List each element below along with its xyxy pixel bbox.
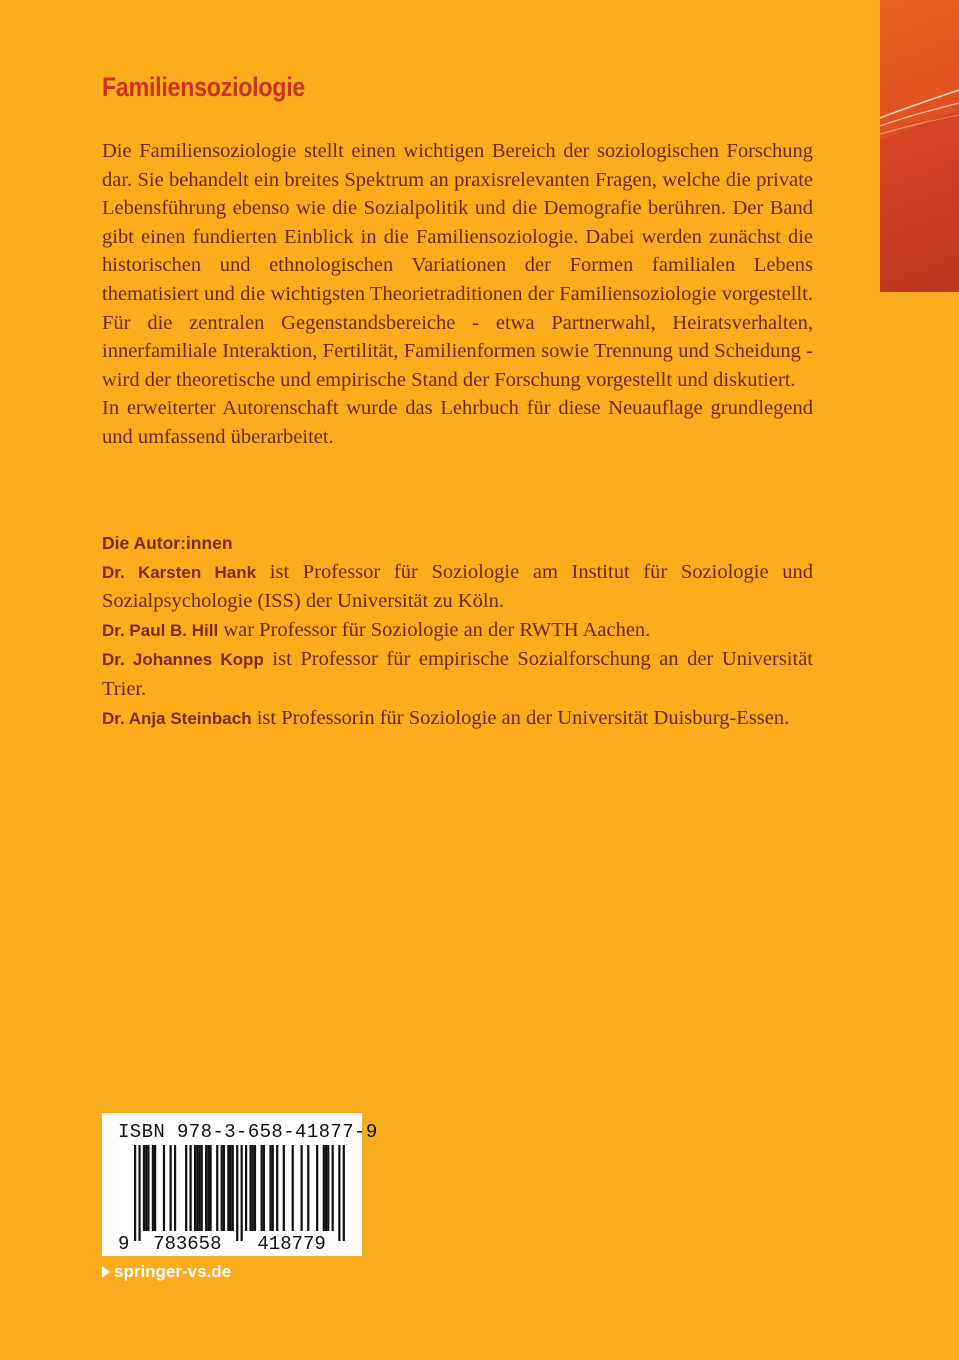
author-entry bbox=[102, 616, 813, 646]
barcode-bar bbox=[223, 1145, 225, 1231]
barcode-bar bbox=[292, 1145, 294, 1231]
barcode-bar bbox=[307, 1145, 309, 1231]
barcode-bar bbox=[327, 1145, 329, 1231]
barcode-bar bbox=[323, 1145, 325, 1231]
barcode-bar bbox=[236, 1145, 238, 1241]
barcode-bar bbox=[261, 1145, 263, 1231]
barcode-bar bbox=[263, 1145, 265, 1231]
barcode-bar bbox=[272, 1145, 274, 1231]
barcode-bar bbox=[221, 1145, 223, 1231]
barcode-bar bbox=[249, 1145, 251, 1231]
blurb-text bbox=[102, 137, 813, 452]
barcode-bar bbox=[145, 1145, 147, 1231]
barcode-bar bbox=[254, 1145, 256, 1231]
barcode-bar bbox=[154, 1145, 156, 1231]
author-description: ist Professor für Soziologie am Institut für Soziologie und Sozialpsychologie (ISS) der Universität zu Köln. bbox=[102, 560, 813, 613]
blurb-paragraph-1: Die Familiensoziologie stellt einen wichtigen Bereich der soziologischen Forschung dar. Sie behandelt ein breites Spektrum an praxisrelevanten Fragen, welche die private Lebensführung ebenso wie die Sozialpolitik und die Demografie berühren. Der Band gibt einen fundierten Einblick in die Familiensoziologie. Dabei werden zunächst die historischen und ethnologischen Variationen der Formen familialen Lebens thematisiert und die wichtigsten Theorietraditionen der Familiensoziologie vorgestellt. Für die zentralen Gegenstandsbereiche - etwa Partnerwahl, Heiratsverhalten, innerfamiliale Interaktion, Fertilität, Familienformen sowie Trennung und Scheidung - wird der theoretische und empirische Stand der Forschung vorgestellt und diskutiert. bbox=[102, 140, 813, 391]
author-entry bbox=[102, 645, 813, 703]
publisher-url: springer-vs.de bbox=[114, 1262, 232, 1281]
author-entry bbox=[102, 558, 813, 616]
barcode-bar bbox=[205, 1145, 207, 1231]
author-name: Dr. Paul B. Hill bbox=[102, 620, 219, 640]
authors-section bbox=[102, 529, 813, 733]
play-triangle-icon bbox=[102, 1266, 110, 1278]
barcode-bar bbox=[134, 1145, 136, 1241]
author-name: Dr. Anja Steinbach bbox=[102, 708, 252, 728]
barcode-bar bbox=[332, 1145, 334, 1231]
author-description: ist Professor für empirische Sozialforschung an der Universität Trier. bbox=[102, 648, 813, 700]
barcode-bar bbox=[241, 1145, 243, 1241]
barcode-bar bbox=[269, 1145, 271, 1231]
barcode-digits: 783658 bbox=[153, 1233, 222, 1255]
barcode-bar bbox=[196, 1145, 198, 1231]
author-name: Dr. Johannes Kopp bbox=[102, 650, 264, 670]
author-entry bbox=[102, 704, 813, 734]
authors-heading: Die Autor:innen bbox=[102, 533, 233, 553]
barcode-bar bbox=[198, 1145, 200, 1231]
barcode-bar bbox=[245, 1145, 247, 1231]
barcode-bar bbox=[252, 1145, 254, 1231]
barcode-bar bbox=[343, 1145, 345, 1241]
barcode-bar bbox=[194, 1145, 196, 1231]
barcode-bar bbox=[227, 1145, 229, 1231]
book-title: Familiensoziologie bbox=[102, 72, 306, 102]
barcode-bar bbox=[209, 1145, 211, 1231]
barcode-bar bbox=[232, 1145, 234, 1231]
barcode-bar bbox=[229, 1145, 231, 1231]
barcode-bar bbox=[201, 1145, 203, 1231]
barcode-bar bbox=[190, 1145, 192, 1231]
barcode-bar bbox=[185, 1145, 187, 1231]
author-name: Dr. Karsten Hank bbox=[102, 562, 257, 582]
barcode-digits: 418779 bbox=[257, 1233, 326, 1255]
blurb-paragraph-2: In erweiterter Autorenschaft wurde das Lehrbuch für diese Neuauflage grundlegend und umfassend überarbeitet. bbox=[102, 397, 813, 448]
barcode-bar bbox=[283, 1145, 285, 1231]
isbn-barcode-box bbox=[102, 1113, 378, 1256]
barcode-bar bbox=[207, 1145, 209, 1231]
barcode-bar bbox=[138, 1145, 140, 1241]
barcode-bar bbox=[301, 1145, 303, 1231]
barcode-bar bbox=[276, 1145, 278, 1231]
barcode-bar bbox=[163, 1145, 165, 1231]
barcode bbox=[102, 1113, 362, 1256]
barcode-bar bbox=[152, 1145, 154, 1231]
barcode-bar bbox=[170, 1145, 172, 1231]
barcode-bar bbox=[325, 1145, 327, 1231]
barcode-digits: 9 bbox=[118, 1233, 130, 1255]
barcode-bar bbox=[174, 1145, 176, 1231]
corner-accent-band bbox=[880, 0, 959, 292]
author-description: ist Professorin für Soziologie an der Universität Duisburg-Essen. bbox=[251, 706, 790, 729]
isbn-label: ISBN 978-3-658-41877-9 bbox=[118, 1121, 378, 1143]
barcode-bar bbox=[338, 1145, 340, 1241]
barcode-bar bbox=[147, 1145, 149, 1231]
barcode-bar bbox=[316, 1145, 318, 1231]
barcode-bar bbox=[216, 1145, 218, 1231]
barcode-bar bbox=[143, 1145, 145, 1231]
publisher-link[interactable] bbox=[102, 1262, 231, 1282]
decorative-swoosh-icon bbox=[880, 0, 959, 292]
author-description: war Professor für Soziologie an der RWTH Aachen. bbox=[218, 618, 651, 641]
